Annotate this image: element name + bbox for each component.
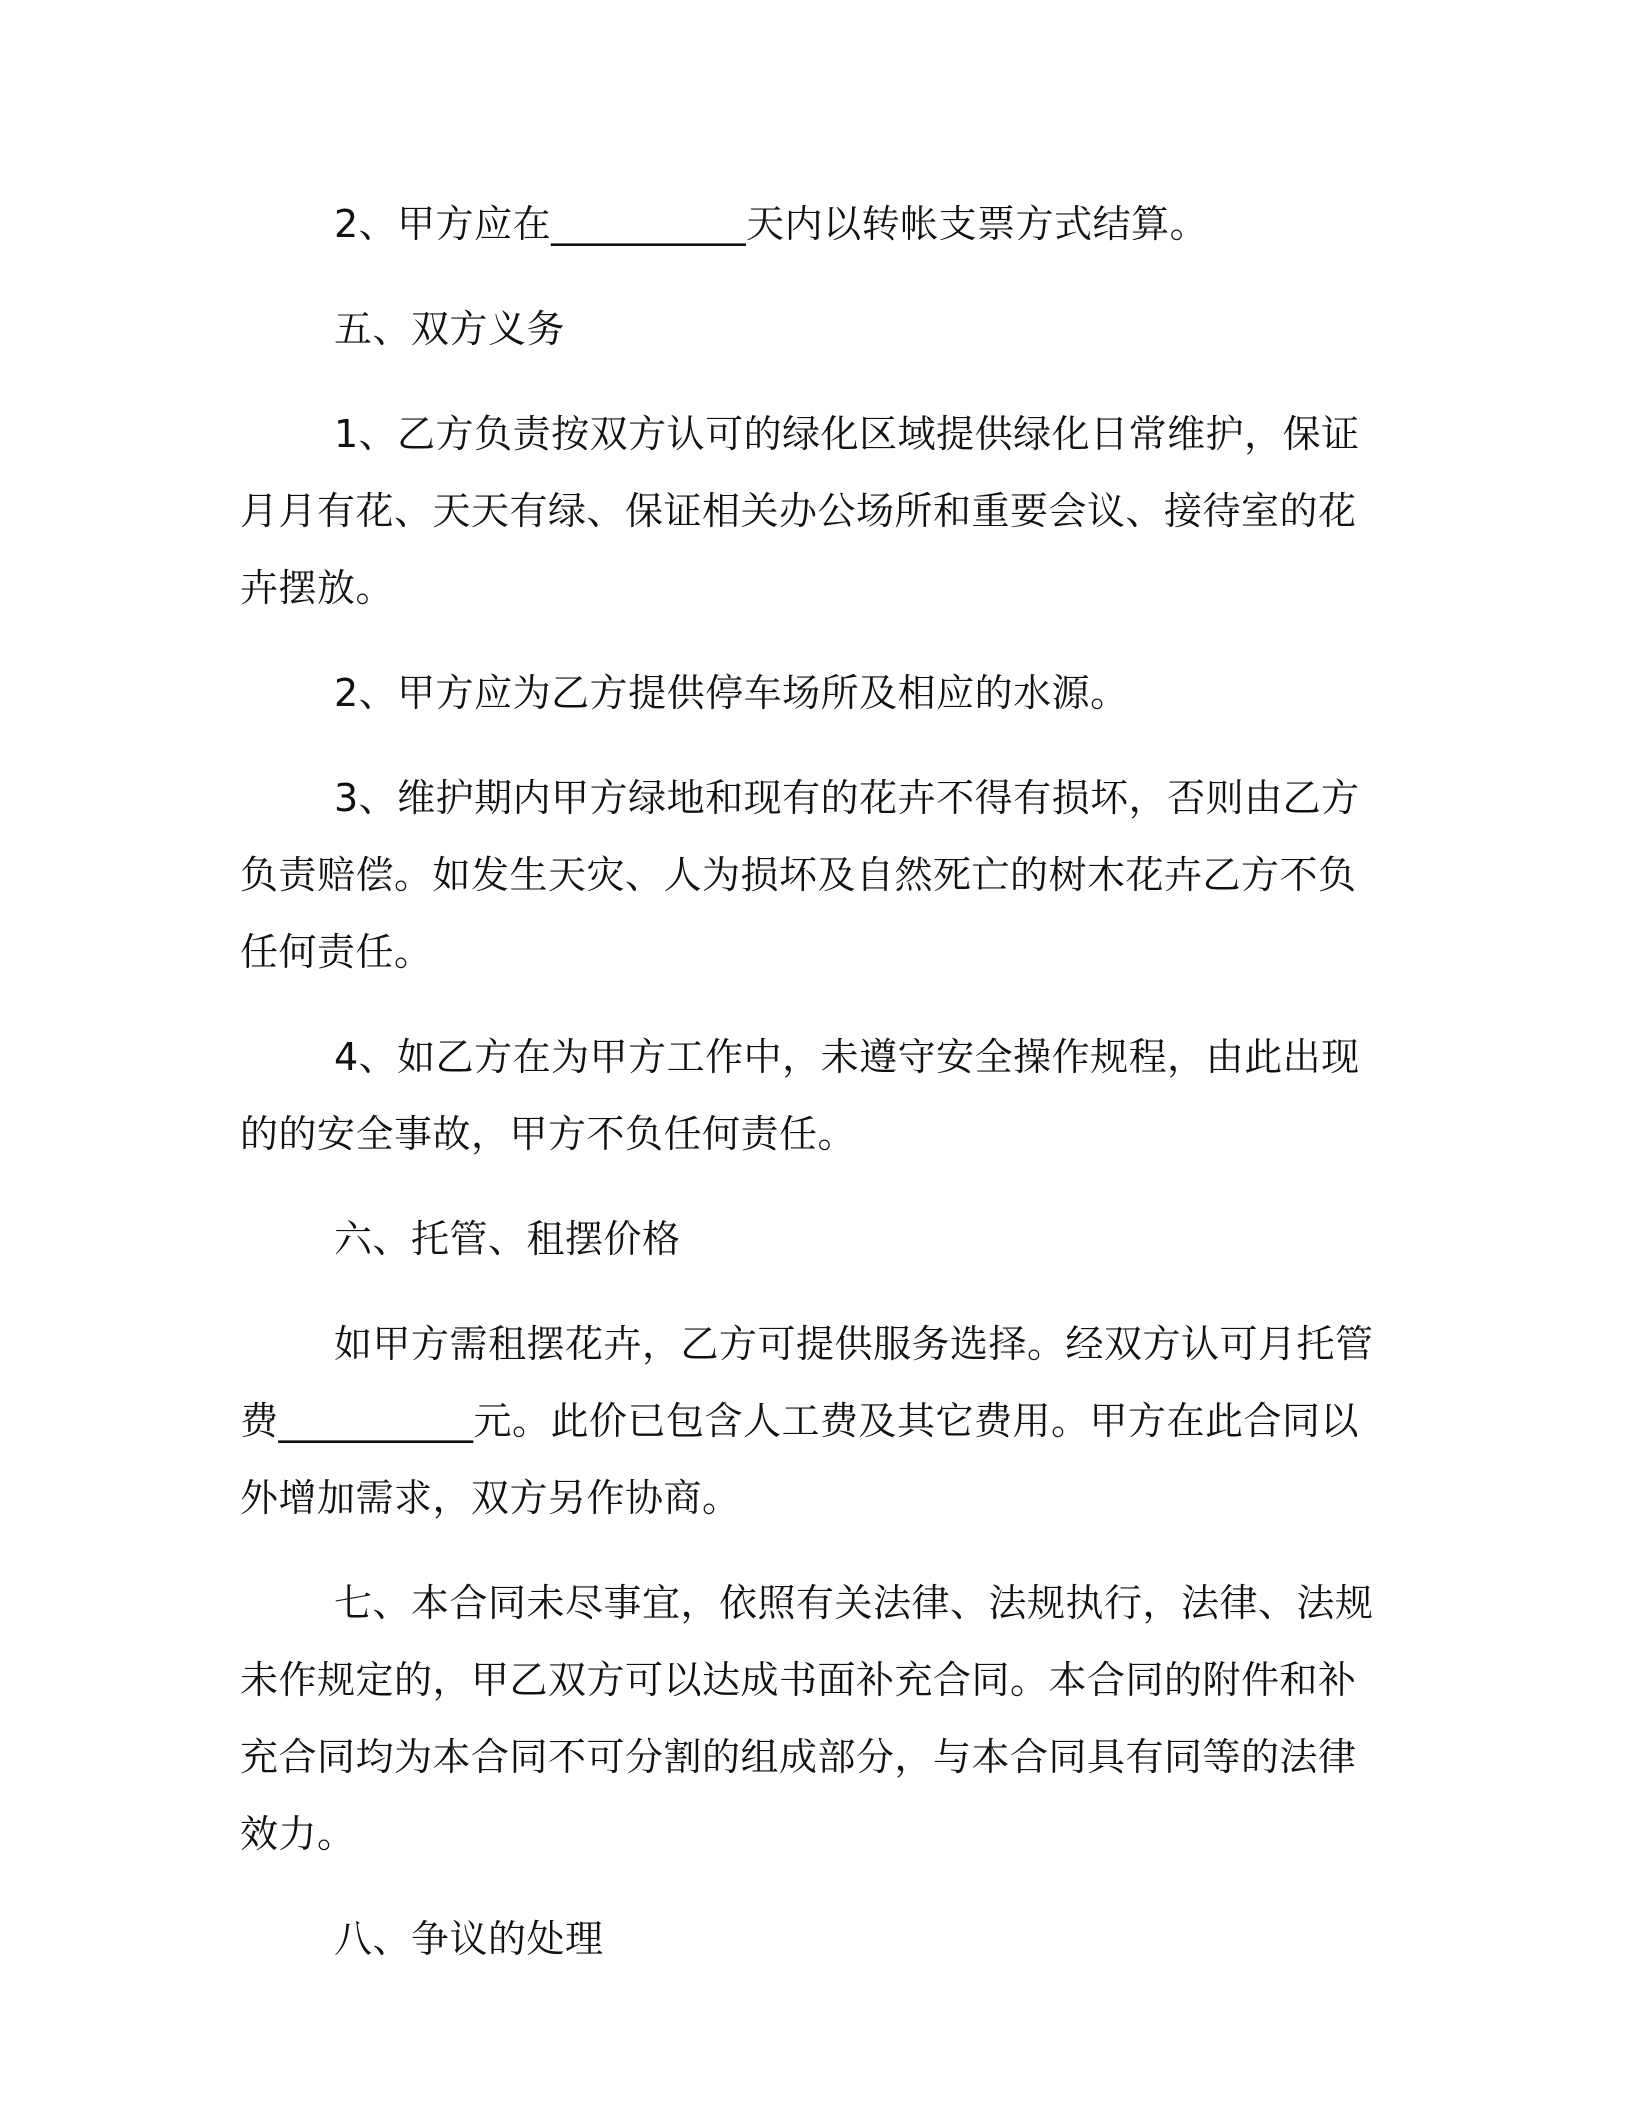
document-body [240,186,1378,2006]
section-heading-disputes: 八、争议的处理 [334,1917,604,1961]
paragraph-obligation-3: 3、维护期内甲方绿地和现有的花卉不得有损坏，否则由乙方负责赔偿。如发生天灾、人为损坏及自然死亡的树木花卉乙方不负任何责任。 [240,776,1360,974]
paragraph-supplementary: 七、本合同未尽事宜，依照有关法律、法规执行，法律、法规未作规定的，甲乙双方可以达成书面补充合同。本合同的附件和补充合同均为本合同不可分割的组成部分，与本合同具有同等的法律效力。 [240,1581,1374,1856]
section-heading-obligations: 五、双方义务 [334,307,566,351]
paragraph-pricing: 如甲方需租摆花卉，乙方可提供服务选择。经双方认可月托管费__________元。此价已包含人工费及其它费用。甲方在此合同以外增加需求，双方另作协商。 [240,1322,1374,1520]
paragraph-obligation-4: 4、如乙方在为甲方工作中，未遵守安全操作规程，由此出现的的安全事故，甲方不负任何责任。 [240,1035,1360,1156]
section-heading-pricing: 六、托管、租摆价格 [334,1217,681,1261]
paragraph-settlement: 2、甲方应在__________天内以转帐支票方式结算。 [334,202,1209,246]
paragraph-obligation-1: 1、乙方负责按双方认可的绿化区域提供绿化日常维护，保证月月有花、天天有绿、保证相关办公场所和重要会议、接待室的花卉摆放。 [240,412,1360,610]
paragraph-obligation-2: 2、甲方应为乙方提供停车场所及相应的水源。 [334,671,1129,715]
